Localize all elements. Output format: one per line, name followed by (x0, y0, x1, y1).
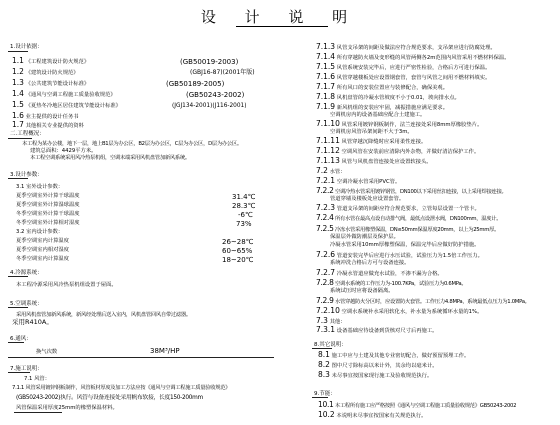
list-item: 1.3 《公共建筑节能设计标准》 (12, 78, 90, 87)
subsection-heading: 7.2 水管： (316, 166, 346, 175)
param-label: 冬季空调室外计算相对湿度 (16, 220, 80, 226)
param-label: 夏季空调室外计算干球温度 (16, 193, 80, 199)
list-item-continued: 保温层外做防潮层及保护层。 (330, 234, 399, 240)
list-item: 8.3 未尽事宜按国家现行施工及验收规范执行。 (318, 370, 433, 379)
param-label: 换气次数 (36, 349, 58, 355)
list-item: 7.1.3 风管支吊架的间距及做法应符合规范要求，支吊架应进行防腐处理。 (316, 42, 496, 51)
section-9-heading: 9.节能： (314, 391, 336, 397)
param-value: 38M³/HP (150, 347, 180, 355)
heading-rule (8, 276, 28, 277)
table-rule (8, 357, 274, 358)
param-value: 60~65% (222, 247, 253, 255)
section-1-heading: 1.设计依据： (10, 44, 43, 50)
list-item-continued: 空调机房风管吊架间距不大于3m。 (330, 129, 413, 135)
heading-rule (8, 342, 24, 343)
section-8-heading: 8.其它说明： (314, 342, 347, 348)
list-item: 8.2 图中尺寸除标高以米计外，其余均以毫米计。 (318, 360, 438, 369)
heading-rule (8, 51, 28, 52)
paragraph: 建筑总面积：4429平方米。 (30, 148, 97, 154)
heading-rule (312, 348, 332, 349)
subsection-heading: 3.1 室外设计参数： (16, 184, 64, 190)
paragraph: 本工程空调系统采用风冷热泵机组，空调末端采用风机盘管加新风系统。 (30, 155, 190, 161)
param-label: 夏季空调室外计算湿球温度 (16, 202, 80, 208)
list-item-continued: 冷凝水管采用10mm厚橡塑保温，保温完毕后应做好防护措施。 (330, 242, 480, 248)
list-item: 7.1.8 风机盘管的冷凝水管坡度不小于0.01，坡向排水点。 (316, 92, 460, 101)
list-item: 1.5 《夏热冬冷地区居住建筑节能设计标准》 (12, 100, 121, 109)
list-item-code: (GB50019-2003) (180, 58, 239, 66)
param-label: 夏季空调室内计算温度 (16, 238, 69, 244)
heading-rule (8, 307, 28, 308)
list-item: 1.7 其他相关专业提供的资料 (12, 120, 84, 129)
list-item: 7.2.3 管道支吊架的间距应符合规范要求，立管每层设置一个管卡。 (316, 203, 480, 212)
paragraph: 7.1.1 风管采用镀锌钢板制作，风管板材厚度及加工方法应按《通风与空调工程施工质量验收规范》 (12, 385, 231, 391)
list-item: 7.2.1 空调冷凝水管采用PVC管。 (316, 176, 401, 185)
refrigerant-note: 采用R410A。 (12, 318, 53, 326)
list-item-continued: 空调机房内的设备基础应配合土建施工。 (330, 112, 426, 118)
section-3-heading: 3.设计参数： (10, 172, 43, 178)
list-item: 7.2.7 冷凝水管道应做充水试验，不渗不漏为合格。 (316, 268, 443, 277)
list-item: 7.2.8 空调水系统的工作压力为-100.7KPa，试验压力为0.6MPa。 (316, 278, 467, 287)
param-value: 28.3℃ (232, 202, 256, 210)
list-item: 7.1.9 新风机组的安装应牢固，减振措施应满足要求。 (316, 102, 449, 111)
param-label: 冬季空调室外计算干球温度 (16, 211, 80, 217)
list-item: 10.1 本工程所有施工应严格按照《通风与空调工程施工质量验收规范》GB50243-2002 (318, 400, 517, 409)
list-item: 8.1 施工中应与土建及其他专业密切配合，做好预留预埋工作。 (318, 350, 470, 359)
list-item: 7.3.1 设备基础应待设备到货核对尺寸后再施工。 (316, 325, 438, 334)
list-item: 7.1.12 空调风管在安装前应清除内外杂物，并做好清洁保护工作。 (316, 146, 480, 155)
list-item: 7.2.6 管道安装完毕后应进行水压试验，试验压力为1.5倍工作压力。 (316, 250, 483, 259)
list-item: 1.2 《建筑设计防火规范》 (12, 67, 79, 76)
paragraph: 风管保温采用厚度25mm的橡塑保温材料。 (16, 405, 118, 411)
param-value: 31.4℃ (232, 193, 256, 201)
list-item: 1.6 业主提供的设计任务书 (12, 111, 79, 120)
list-item-code: (GB50189-2005) (166, 80, 225, 88)
list-item-continued: 管道穿墙及楼板处应设置套管。 (330, 196, 405, 202)
list-item: 7.1.13 风管与风机盘管连接处应设置软接头。 (316, 156, 432, 165)
list-item: 7.2.5 冷冻水管采用橡塑保温，DN≤50mm保温厚度20mm，以上为25mm厚。 (316, 224, 500, 233)
list-item: 10.2 本说明未尽事宜按国家有关规范执行。 (318, 410, 427, 419)
paragraph: 本工程冷源采用风冷热泵机组设置于屋面。 (16, 282, 117, 288)
param-label: 夏季空调室内相对湿度 (16, 247, 69, 253)
param-value: 73% (236, 220, 252, 228)
param-value: 26~28℃ (222, 238, 254, 246)
section-2-heading: 二.工程概况： (10, 131, 45, 137)
list-item: 7.1.6 风管穿越楼板处应设置钢套管，套管与风管之间用不燃材料填实。 (316, 72, 491, 81)
heading-rule (8, 178, 28, 179)
list-item: 1.4 《通风与空调工程施工质量验收规范》 (12, 89, 116, 98)
param-label: 冬季空调室内计算温度 (16, 256, 69, 262)
paragraph: 采用风机盘管加新风系统，新风经处理后送入室内，风机盘管回风自带过滤器。 (16, 312, 191, 318)
list-item: 7.1.11 风管穿越沉降缝时应采用柔性连接。 (316, 136, 427, 145)
paragraph: (GB50243-2002)执行。风管与设备连接处采用帆布软接，长度150-200mm (16, 395, 203, 401)
right-column (280, 0, 560, 425)
paragraph: 本工程为某办公楼，地下一层，地上B1层为办公区，B2层为办公区，C层为办公区，D层为办公区。 (22, 141, 242, 147)
document-title: 设 计 说 明 (200, 8, 360, 26)
list-item-continued: 系统试压时应将设备隔离。 (330, 288, 394, 294)
list-item: 7.2.9 水管穿越防火分区时，应设置防火套管。工作压力4.8MPa，系统最低点压力为1.0MPa。 (316, 296, 530, 305)
section-5-heading: 5.空调系统： (10, 301, 43, 307)
list-item: 7.1.5 风管系统安装完毕后，应进行严密性检验，合格后方可进行保温。 (316, 62, 491, 71)
list-item: 7.1.7 所有风口的安装位置应与装修配合，确保美观。 (316, 82, 449, 91)
section-4-heading: 4.冷源系统： (10, 270, 43, 276)
param-value: 18~20℃ (222, 256, 254, 264)
list-item: 7.1.10 风管采用镀锌钢板制作，法兰连接处采用8mm厚橡胶垫片。 (316, 119, 483, 128)
list-item: 7.2.10 空调水系统补水采用软化水，补水量为系统循环水量的1%。 (316, 306, 483, 315)
list-item-continued: 系统冲洗合格后方可与设备连接。 (330, 260, 410, 266)
list-item-code: (JGJ134-2001)(J116-2001) (172, 103, 247, 109)
subsection-heading: 7.1 风管： (24, 376, 50, 382)
text-rule (14, 412, 62, 413)
heading-rule (8, 372, 30, 373)
list-item: 7.2.2 空调冷热水管采用镀锌钢管，DN100以下采用丝扣连接，以上采用焊接连接。 (316, 186, 507, 195)
list-item-code: (GBJ16-87)(2001年版) (190, 69, 255, 76)
section-6-heading: 6.通风： (10, 336, 32, 342)
section-7-heading: 7.施工说明： (10, 366, 43, 372)
list-item: 1.1 《工程建筑设计防火规范》 (12, 56, 90, 65)
list-item: 7.1.4 所有穿越防火墙及变形缝的风管两侧各2m范围内风管采用不燃材料保温。 (316, 52, 510, 61)
list-item: 7.2.4 所有水管在最高点设自动排气阀，最低点设泄水阀，DN100mm，温度计。 (316, 213, 502, 222)
heading-rule (8, 138, 32, 139)
subsection-heading: 7.3 其他： (316, 316, 346, 325)
param-value: -6℃ (238, 211, 253, 219)
heading-rule (312, 397, 328, 398)
subsection-heading: 3.2 室内设计参数： (16, 229, 64, 235)
list-item-code: (GB50243-2002) (186, 91, 245, 99)
